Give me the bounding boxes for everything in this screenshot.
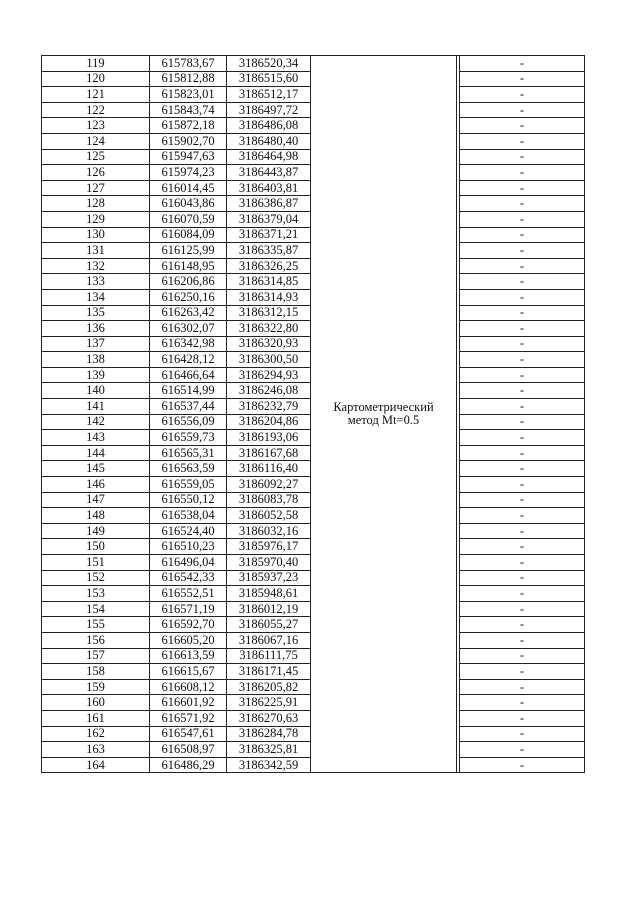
y-coordinate-cell: 3186300,50 bbox=[227, 352, 311, 368]
point-number-cell: 127 bbox=[42, 180, 150, 196]
x-coordinate-cell: 616514,99 bbox=[150, 383, 227, 399]
x-coordinate-cell: 616148,95 bbox=[150, 258, 227, 274]
y-coordinate-cell: 3186205,82 bbox=[227, 679, 311, 695]
y-coordinate-cell: 3186111,75 bbox=[227, 648, 311, 664]
dash-cell: - bbox=[460, 445, 585, 461]
y-coordinate-cell: 3186515,60 bbox=[227, 71, 311, 87]
y-coordinate-cell: 3185970,40 bbox=[227, 555, 311, 571]
dash-cell: - bbox=[460, 632, 585, 648]
x-coordinate-cell: 616510,23 bbox=[150, 539, 227, 555]
point-number-cell: 119 bbox=[42, 56, 150, 72]
dash-cell: - bbox=[460, 679, 585, 695]
point-number-cell: 145 bbox=[42, 461, 150, 477]
point-number-cell: 150 bbox=[42, 539, 150, 555]
x-coordinate-cell: 616565,31 bbox=[150, 445, 227, 461]
dash-cell: - bbox=[460, 87, 585, 103]
point-number-cell: 132 bbox=[42, 258, 150, 274]
dash-cell: - bbox=[460, 321, 585, 337]
dash-cell: - bbox=[460, 586, 585, 602]
y-coordinate-cell: 3186294,93 bbox=[227, 367, 311, 383]
dash-cell: - bbox=[460, 118, 585, 134]
dash-cell: - bbox=[460, 664, 585, 680]
point-number-cell: 120 bbox=[42, 71, 150, 87]
y-coordinate-cell: 3186335,87 bbox=[227, 243, 311, 259]
point-number-cell: 157 bbox=[42, 648, 150, 664]
y-coordinate-cell: 3186520,34 bbox=[227, 56, 311, 72]
y-coordinate-cell: 3186326,25 bbox=[227, 258, 311, 274]
dash-cell: - bbox=[460, 399, 585, 415]
x-coordinate-cell: 616342,98 bbox=[150, 336, 227, 352]
x-coordinate-cell: 615902,70 bbox=[150, 133, 227, 149]
point-number-cell: 159 bbox=[42, 679, 150, 695]
y-coordinate-cell: 3186314,85 bbox=[227, 274, 311, 290]
y-coordinate-cell: 3186116,40 bbox=[227, 461, 311, 477]
dash-cell: - bbox=[460, 243, 585, 259]
point-number-cell: 148 bbox=[42, 508, 150, 524]
point-number-cell: 149 bbox=[42, 523, 150, 539]
y-coordinate-cell: 3186232,79 bbox=[227, 399, 311, 415]
point-number-cell: 138 bbox=[42, 352, 150, 368]
y-coordinate-cell: 3186322,80 bbox=[227, 321, 311, 337]
y-coordinate-cell: 3186083,78 bbox=[227, 492, 311, 508]
x-coordinate-cell: 616125,99 bbox=[150, 243, 227, 259]
x-coordinate-cell: 615872,18 bbox=[150, 118, 227, 134]
x-coordinate-cell: 615823,01 bbox=[150, 87, 227, 103]
point-number-cell: 143 bbox=[42, 430, 150, 446]
y-coordinate-cell: 3185948,61 bbox=[227, 586, 311, 602]
dash-cell: - bbox=[460, 149, 585, 165]
x-coordinate-cell: 616615,67 bbox=[150, 664, 227, 680]
point-number-cell: 162 bbox=[42, 726, 150, 742]
x-coordinate-cell: 616550,12 bbox=[150, 492, 227, 508]
method-cell bbox=[311, 56, 457, 773]
dash-cell: - bbox=[460, 352, 585, 368]
x-coordinate-cell: 616601,92 bbox=[150, 695, 227, 711]
y-coordinate-cell: 3186486,08 bbox=[227, 118, 311, 134]
point-number-cell: 139 bbox=[42, 367, 150, 383]
x-coordinate-cell: 616547,61 bbox=[150, 726, 227, 742]
point-number-cell: 122 bbox=[42, 102, 150, 118]
x-coordinate-cell: 616206,86 bbox=[150, 274, 227, 290]
x-coordinate-cell: 616537,44 bbox=[150, 399, 227, 415]
x-coordinate-cell: 615783,67 bbox=[150, 56, 227, 72]
y-coordinate-cell: 3185976,17 bbox=[227, 539, 311, 555]
y-coordinate-cell: 3186314,93 bbox=[227, 289, 311, 305]
dash-cell: - bbox=[460, 726, 585, 742]
x-coordinate-cell: 616538,04 bbox=[150, 508, 227, 524]
x-coordinate-cell: 616542,33 bbox=[150, 570, 227, 586]
x-coordinate-cell: 616250,16 bbox=[150, 289, 227, 305]
x-coordinate-cell: 616559,05 bbox=[150, 477, 227, 493]
point-number-cell: 129 bbox=[42, 211, 150, 227]
y-coordinate-cell: 3186052,58 bbox=[227, 508, 311, 524]
x-coordinate-cell: 615843,74 bbox=[150, 102, 227, 118]
x-coordinate-cell: 616486,29 bbox=[150, 757, 227, 773]
x-coordinate-cell: 616605,20 bbox=[150, 632, 227, 648]
point-number-cell: 136 bbox=[42, 321, 150, 337]
dash-cell: - bbox=[460, 555, 585, 571]
x-coordinate-cell: 616014,45 bbox=[150, 180, 227, 196]
x-coordinate-cell: 616592,70 bbox=[150, 617, 227, 633]
dash-cell: - bbox=[460, 414, 585, 430]
x-coordinate-cell: 616556,09 bbox=[150, 414, 227, 430]
x-coordinate-cell: 616524,40 bbox=[150, 523, 227, 539]
point-number-cell: 137 bbox=[42, 336, 150, 352]
y-coordinate-cell: 3186032,16 bbox=[227, 523, 311, 539]
point-number-cell: 124 bbox=[42, 133, 150, 149]
x-coordinate-cell: 616608,12 bbox=[150, 679, 227, 695]
y-coordinate-cell: 3186193,06 bbox=[227, 430, 311, 446]
dash-cell: - bbox=[460, 211, 585, 227]
y-coordinate-cell: 3186225,91 bbox=[227, 695, 311, 711]
dash-cell: - bbox=[460, 757, 585, 773]
dash-cell: - bbox=[460, 102, 585, 118]
point-number-cell: 147 bbox=[42, 492, 150, 508]
dash-cell: - bbox=[460, 305, 585, 321]
point-number-cell: 131 bbox=[42, 243, 150, 259]
dash-cell: - bbox=[460, 56, 585, 72]
dash-cell: - bbox=[460, 539, 585, 555]
dash-cell: - bbox=[460, 383, 585, 399]
dash-cell: - bbox=[460, 71, 585, 87]
point-number-cell: 133 bbox=[42, 274, 150, 290]
dash-cell: - bbox=[460, 274, 585, 290]
point-number-cell: 158 bbox=[42, 664, 150, 680]
x-coordinate-cell: 616563,59 bbox=[150, 461, 227, 477]
dash-cell: - bbox=[460, 133, 585, 149]
y-coordinate-cell: 3186320,93 bbox=[227, 336, 311, 352]
dash-cell: - bbox=[460, 742, 585, 758]
point-number-cell: 164 bbox=[42, 757, 150, 773]
y-coordinate-cell: 3186284,78 bbox=[227, 726, 311, 742]
dash-cell: - bbox=[460, 165, 585, 181]
dash-cell: - bbox=[460, 196, 585, 212]
y-coordinate-cell: 3186512,17 bbox=[227, 87, 311, 103]
dash-cell: - bbox=[460, 477, 585, 493]
y-coordinate-cell: 3186379,04 bbox=[227, 211, 311, 227]
x-coordinate-cell: 616552,51 bbox=[150, 586, 227, 602]
dash-cell: - bbox=[460, 289, 585, 305]
x-coordinate-cell: 616508,97 bbox=[150, 742, 227, 758]
point-number-cell: 140 bbox=[42, 383, 150, 399]
dash-cell: - bbox=[460, 430, 585, 446]
y-coordinate-cell: 3186403,81 bbox=[227, 180, 311, 196]
y-coordinate-cell: 3186443,87 bbox=[227, 165, 311, 181]
point-number-cell: 128 bbox=[42, 196, 150, 212]
x-coordinate-cell: 616302,07 bbox=[150, 321, 227, 337]
point-number-cell: 154 bbox=[42, 601, 150, 617]
y-coordinate-cell: 3186464,98 bbox=[227, 149, 311, 165]
y-coordinate-cell: 3186055,27 bbox=[227, 617, 311, 633]
point-number-cell: 161 bbox=[42, 710, 150, 726]
dash-cell: - bbox=[460, 710, 585, 726]
x-coordinate-cell: 616263,42 bbox=[150, 305, 227, 321]
y-coordinate-cell: 3186012,19 bbox=[227, 601, 311, 617]
point-number-cell: 121 bbox=[42, 87, 150, 103]
y-coordinate-cell: 3186204,86 bbox=[227, 414, 311, 430]
point-number-cell: 134 bbox=[42, 289, 150, 305]
point-number-cell: 144 bbox=[42, 445, 150, 461]
point-number-cell: 123 bbox=[42, 118, 150, 134]
y-coordinate-cell: 3186270,63 bbox=[227, 710, 311, 726]
point-number-cell: 163 bbox=[42, 742, 150, 758]
dash-cell: - bbox=[460, 258, 585, 274]
x-coordinate-cell: 615947,63 bbox=[150, 149, 227, 165]
point-number-cell: 146 bbox=[42, 477, 150, 493]
y-coordinate-cell: 3186171,45 bbox=[227, 664, 311, 680]
y-coordinate-cell: 3186480,40 bbox=[227, 133, 311, 149]
y-coordinate-cell: 3186312,15 bbox=[227, 305, 311, 321]
point-number-cell: 151 bbox=[42, 555, 150, 571]
x-coordinate-cell: 616571,19 bbox=[150, 601, 227, 617]
method-label-line-1: Картометрический bbox=[333, 400, 434, 415]
y-coordinate-cell: 3186342,59 bbox=[227, 757, 311, 773]
y-coordinate-cell: 3186167,68 bbox=[227, 445, 311, 461]
y-coordinate-cell: 3186092,27 bbox=[227, 477, 311, 493]
coordinates-table-body bbox=[42, 56, 585, 773]
point-number-cell: 130 bbox=[42, 227, 150, 243]
point-number-cell: 135 bbox=[42, 305, 150, 321]
x-coordinate-cell: 615812,88 bbox=[150, 71, 227, 87]
method-label-line-2: метод Mt=0.5 bbox=[347, 413, 420, 428]
x-coordinate-cell: 616496,04 bbox=[150, 555, 227, 571]
coordinates-table bbox=[41, 55, 585, 773]
point-number-cell: 125 bbox=[42, 149, 150, 165]
dash-cell: - bbox=[460, 508, 585, 524]
y-coordinate-cell: 3186497,72 bbox=[227, 102, 311, 118]
dash-cell: - bbox=[460, 570, 585, 586]
point-number-cell: 141 bbox=[42, 399, 150, 415]
dash-cell: - bbox=[460, 180, 585, 196]
x-coordinate-cell: 616571,92 bbox=[150, 710, 227, 726]
x-coordinate-cell: 616084,09 bbox=[150, 227, 227, 243]
x-coordinate-cell: 616466,64 bbox=[150, 367, 227, 383]
x-coordinate-cell: 616613,59 bbox=[150, 648, 227, 664]
y-coordinate-cell: 3185937,23 bbox=[227, 570, 311, 586]
table-row bbox=[42, 56, 585, 72]
dash-cell: - bbox=[460, 617, 585, 633]
point-number-cell: 142 bbox=[42, 414, 150, 430]
dash-cell: - bbox=[460, 336, 585, 352]
point-number-cell: 126 bbox=[42, 165, 150, 181]
y-coordinate-cell: 3186371,21 bbox=[227, 227, 311, 243]
dash-cell: - bbox=[460, 492, 585, 508]
point-number-cell: 155 bbox=[42, 617, 150, 633]
dash-cell: - bbox=[460, 523, 585, 539]
x-coordinate-cell: 616428,12 bbox=[150, 352, 227, 368]
y-coordinate-cell: 3186386,87 bbox=[227, 196, 311, 212]
x-coordinate-cell: 616043,86 bbox=[150, 196, 227, 212]
point-number-cell: 160 bbox=[42, 695, 150, 711]
point-number-cell: 153 bbox=[42, 586, 150, 602]
dash-cell: - bbox=[460, 601, 585, 617]
y-coordinate-cell: 3186325,81 bbox=[227, 742, 311, 758]
dash-cell: - bbox=[460, 461, 585, 477]
y-coordinate-cell: 3186246,08 bbox=[227, 383, 311, 399]
x-coordinate-cell: 616559,73 bbox=[150, 430, 227, 446]
dash-cell: - bbox=[460, 648, 585, 664]
point-number-cell: 156 bbox=[42, 632, 150, 648]
x-coordinate-cell: 615974,23 bbox=[150, 165, 227, 181]
y-coordinate-cell: 3186067,16 bbox=[227, 632, 311, 648]
dash-cell: - bbox=[460, 695, 585, 711]
x-coordinate-cell: 616070,59 bbox=[150, 211, 227, 227]
dash-cell: - bbox=[460, 367, 585, 383]
point-number-cell: 152 bbox=[42, 570, 150, 586]
dash-cell: - bbox=[460, 227, 585, 243]
